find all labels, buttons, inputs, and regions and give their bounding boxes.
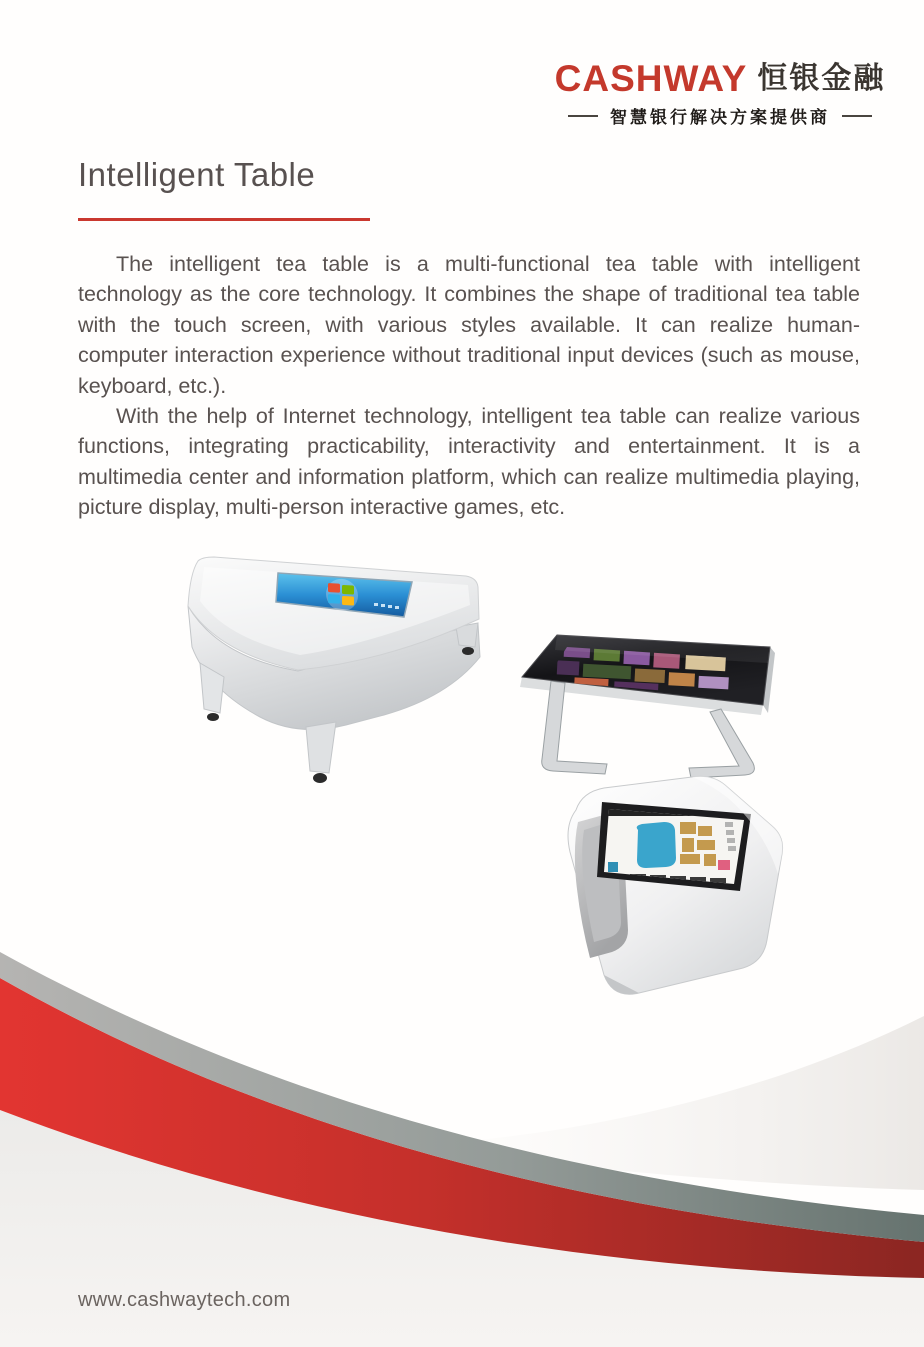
tagline-left-dash [568,115,598,117]
title-underline [78,218,370,221]
cashway-logo [554,58,886,128]
logo-tagline: 智慧银行解决方案提供商 [610,108,830,127]
white-kiosk-touch-table-image [542,770,794,1008]
paragraph-1: The intelligent tea table is a multi-functional tea table with intelligent technology as the core technology. It combines the shape of traditional tea table with the touch screen, with various styles available. It can realize human-computer interaction experience without traditional input devices (such as mouse, keyboard, etc.). [78,252,860,398]
logo-tagline-row [560,103,880,128]
logo-brand-latin: CASHWAY [554,58,748,99]
tagline-right-dash [842,115,872,117]
footer-website-url: www.cashwaytech.com [78,1289,291,1311]
logo-brand-cjk: 恒银金融 [757,61,886,95]
black-top-chrome-leg-touch-table-image [505,617,793,785]
body-text [78,249,860,523]
white-curved-touch-tea-table-image [148,545,500,803]
paragraph-2: With the help of Internet technology, intelligent tea table can realize various functions, integrating practicability, interactivity and entertainment. It is a multimedia center and information platform, which can realize multimedia playing, picture display, multi-person interactive games, etc. [78,404,860,520]
page-title: Intelligent Table [78,156,316,193]
